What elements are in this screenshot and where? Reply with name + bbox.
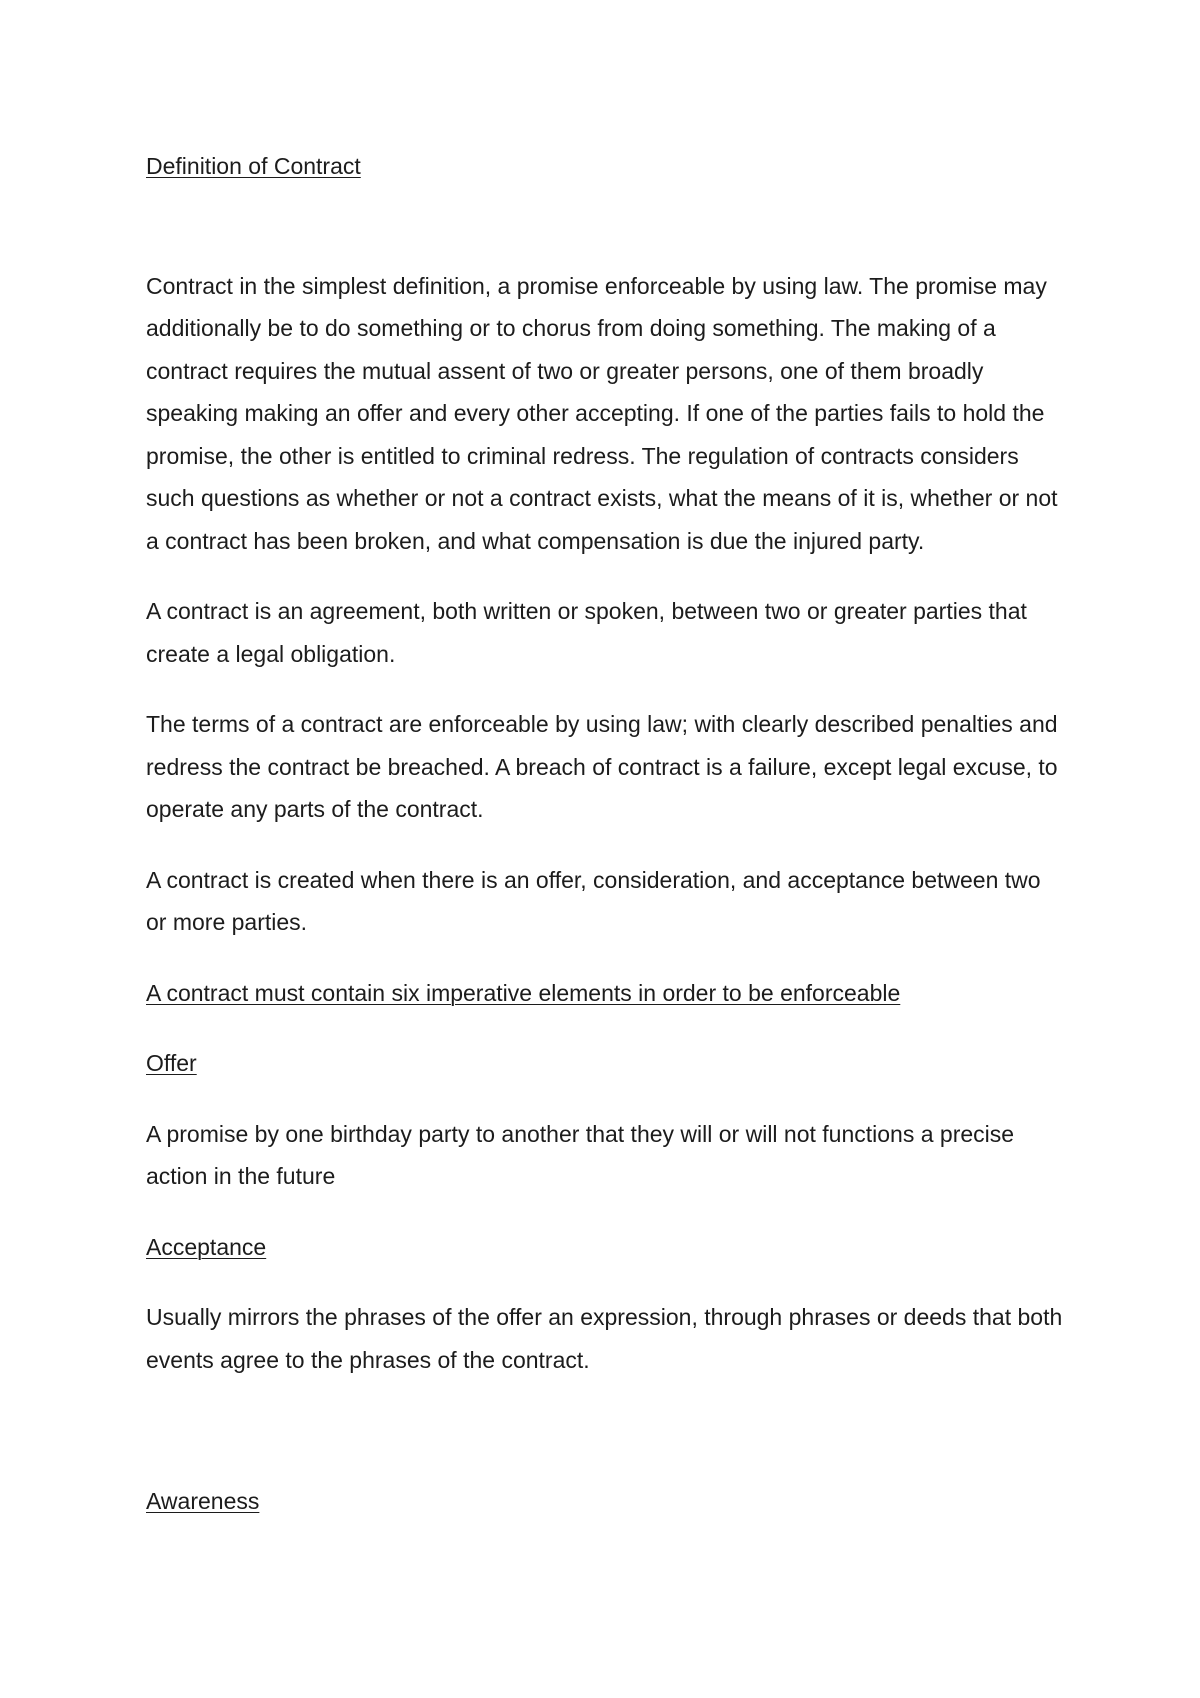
acceptance-heading: Acceptance	[146, 1233, 267, 1260]
offer-body: A promise by one birthday party to another that they will or will not functions a precise action in the future	[146, 1120, 1015, 1189]
paragraph-contract-agreement: A contract is an agreement, both written or spoken, between two or greater parties that create a legal obligation.	[146, 598, 1027, 667]
paragraph-contract-definition: Contract in the simplest definition, a promise enforceable by using law. The promise may additionally be to do something or to chorus from doing something. The making of a contract requires the mutual assent of two or greater persons, one of them broadly speaking making an offer and every other accepting. If one of the parties fails to hold the promise, the other is entitled to criminal redress. The regulation of contracts considers such questions as whether or not a contract exists, what the means of it is, whether or not a contract has been broken, and what compensation is due the injured party.	[146, 272, 1058, 554]
acceptance-body: Usually mirrors the phrases of the offer an expression, through phrases or deeds that both events agree to the phrases of the contract.	[146, 1304, 1063, 1373]
awareness-heading: Awareness	[146, 1488, 260, 1514]
offer-heading: Offer	[146, 1050, 197, 1076]
elements-heading: A contract must contain six imperative elements in order to be enforceable	[146, 979, 901, 1006]
document-body	[146, 145, 1066, 1523]
document-title: Definition of Contract	[146, 153, 361, 179]
paragraph-contract-terms: The terms of a contract are enforceable by using law; with clearly described penalties and redress the contract be breached. A breach of contract is a failure, except legal excuse, to operate any parts of the contract.	[146, 711, 1058, 822]
paragraph-contract-creation: A contract is created when there is an offer, consideration, and acceptance between two or more parties.	[146, 866, 1041, 935]
